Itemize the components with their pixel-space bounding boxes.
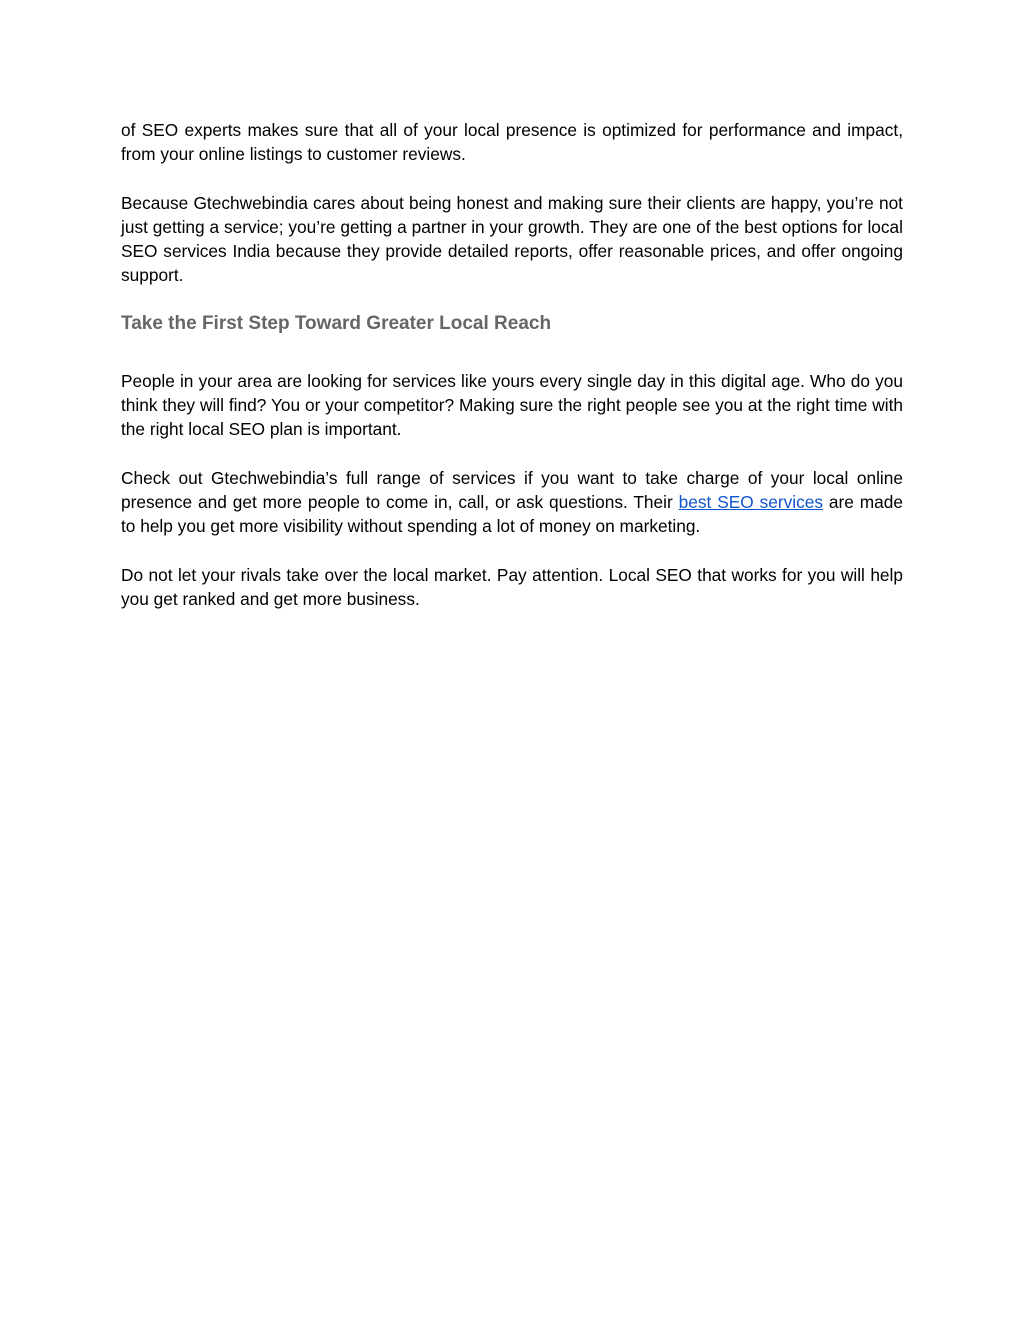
paragraph-text-after-link: are made to help you get more visibility without spending a lot of money on marketing. xyxy=(121,491,904,537)
document-body xyxy=(121,118,903,611)
paragraph-people-in-area: People in your area are looking for services like yours every single day in this digital age. Who do you think they will find? You or your competitor? Making sure the right people see you at the right time with the right local SEO plan is important. xyxy=(121,370,903,440)
paragraph-gtechwebindia-partner: Because Gtechwebindia cares about being honest and making sure their clients are happy, you’re not just getting a service; you’re getting a partner in your growth. They are one of the best options for local SEO services India because they provide detailed reports, offer reasonable prices, and offer ongoing support. xyxy=(121,192,903,286)
paragraph-check-out-services xyxy=(121,466,903,539)
best-seo-services-link[interactable]: best SEO services xyxy=(678,491,823,512)
paragraph-rivals: Do not let your rivals take over the local market. Pay attention. Local SEO that works for you will help you get ranked and get more business. xyxy=(121,564,903,609)
section-heading: Take the First Step Toward Greater Local Reach xyxy=(121,312,552,334)
paragraph-seo-experts: of SEO experts makes sure that all of your local presence is optimized for performance and impact, from your online listings to customer reviews. xyxy=(121,120,903,165)
paragraph-text-before-link: Check out Gtechwebindia’s full range of services if you want to take charge of your local online presence and get more people to come in, call, or ask questions. Their xyxy=(121,467,903,512)
